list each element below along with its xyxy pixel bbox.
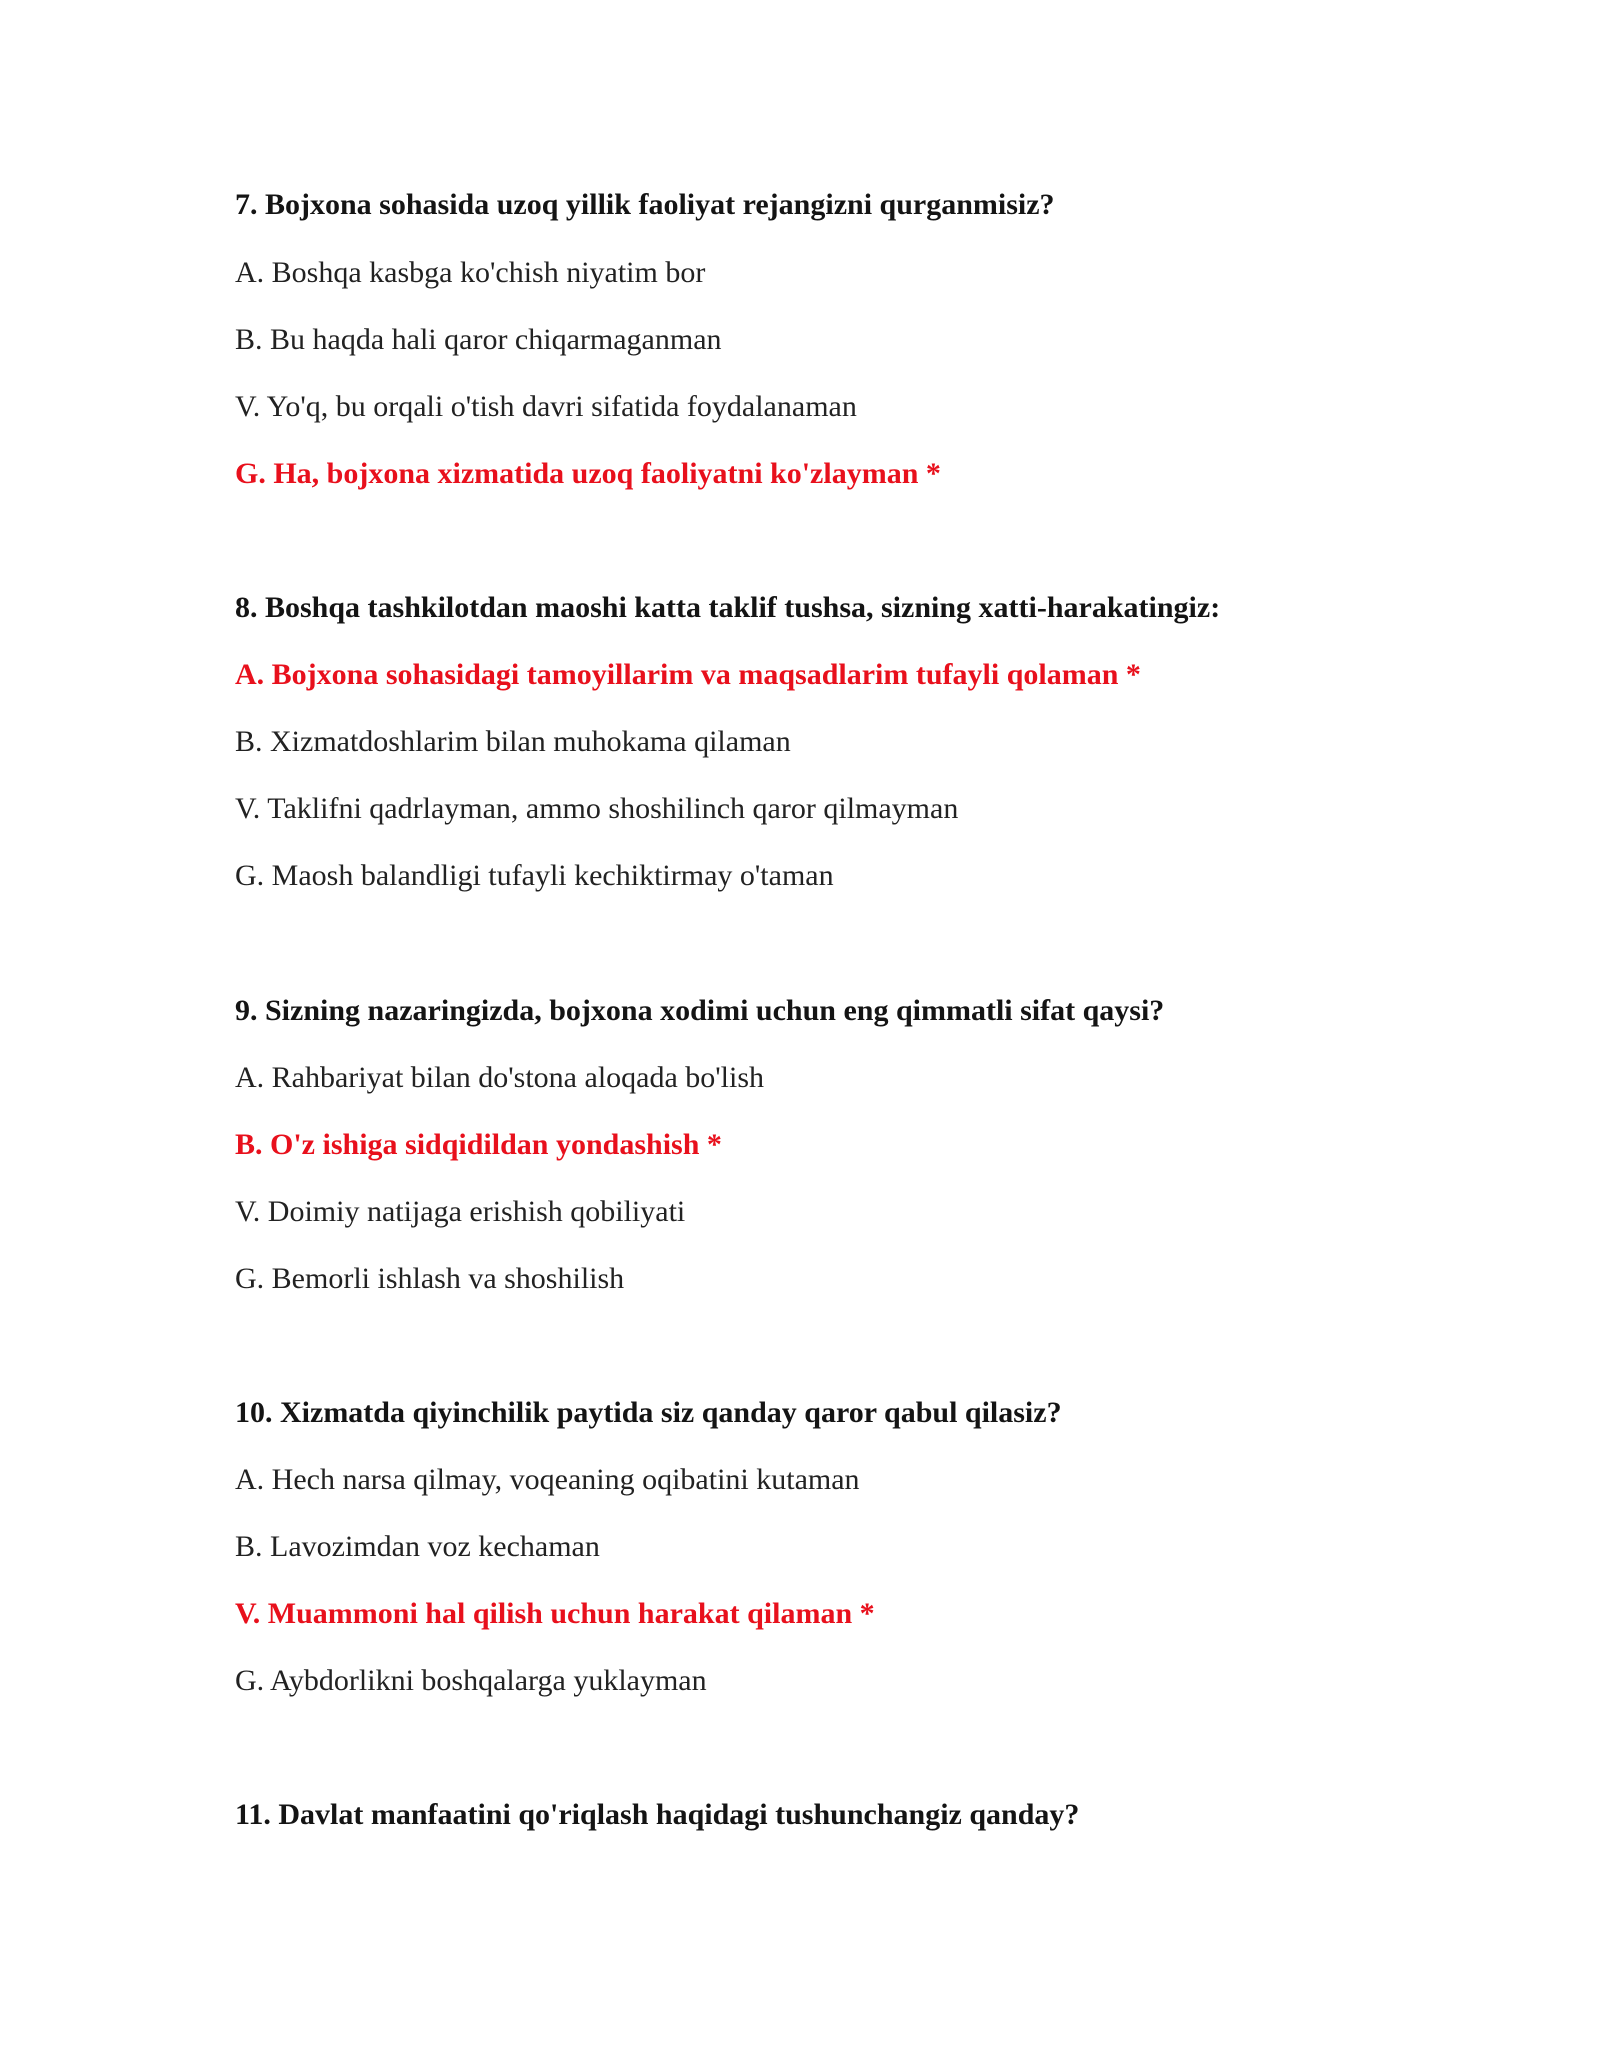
question-9: 9. Sizning nazaringizda, bojxona xodimi uchun eng qimmatli sifat qaysi? (235, 994, 1165, 1027)
question-7-option-a: A. Boshqa kasbga ko'chish niyatim bor (235, 256, 706, 289)
question-9-option-a: A. Rahbariyat bilan do'stona aloqada bo'lish (235, 1061, 765, 1094)
question-8: 8. Boshqa tashkilotdan maoshi katta taklif tushsa, sizning xatti-harakatingiz: (235, 591, 1221, 624)
question-10-option-b: B. Lavozimdan voz kechaman (235, 1530, 600, 1563)
question-7: 7. Bojxona sohasida uzoq yillik faoliyat rejangizni qurganmisiz? (235, 188, 1055, 221)
question-10-option-v-correct: V. Muammoni hal qilish uchun harakat qilaman * (235, 1597, 875, 1630)
question-10: 10. Xizmatda qiyinchilik paytida siz qanday qaror qabul qilasiz? (235, 1396, 1062, 1429)
question-7-option-b: B. Bu haqda hali qaror chiqarmaganman (235, 323, 722, 356)
question-11: 11. Davlat manfaatini qo'riqlash haqidagi tushunchangiz qanday? (235, 1798, 1080, 1831)
question-10-option-a: A. Hech narsa qilmay, voqeaning oqibatini kutaman (235, 1463, 860, 1496)
question-7-option-v: V. Yo'q, bu orqali o'tish davri sifatida foydalanaman (235, 390, 857, 423)
question-8-option-v: V. Taklifni qadrlayman, ammo shoshilinch qaror qilmayman (235, 792, 959, 825)
question-9-option-b-correct: B. O'z ishiga sidqidildan yondashish * (235, 1128, 722, 1161)
question-8-option-g: G. Maosh balandligi tufayli kechiktirmay o'taman (235, 859, 834, 892)
question-9-option-g: G. Bemorli ishlash va shoshilish (235, 1262, 625, 1295)
question-8-option-a-correct: A. Bojxona sohasidagi tamoyillarim va maqsadlarim tufayli qolaman * (235, 658, 1141, 691)
question-10-option-g: G. Aybdorlikni boshqalarga yuklayman (235, 1664, 707, 1697)
question-9-option-v: V. Doimiy natijaga erishish qobiliyati (235, 1195, 686, 1228)
question-8-option-b: B. Xizmatdoshlarim bilan muhokama qilaman (235, 725, 791, 758)
question-7-option-g-correct: G. Ha, bojxona xizmatida uzoq faoliyatni ko'zlayman * (235, 457, 941, 490)
